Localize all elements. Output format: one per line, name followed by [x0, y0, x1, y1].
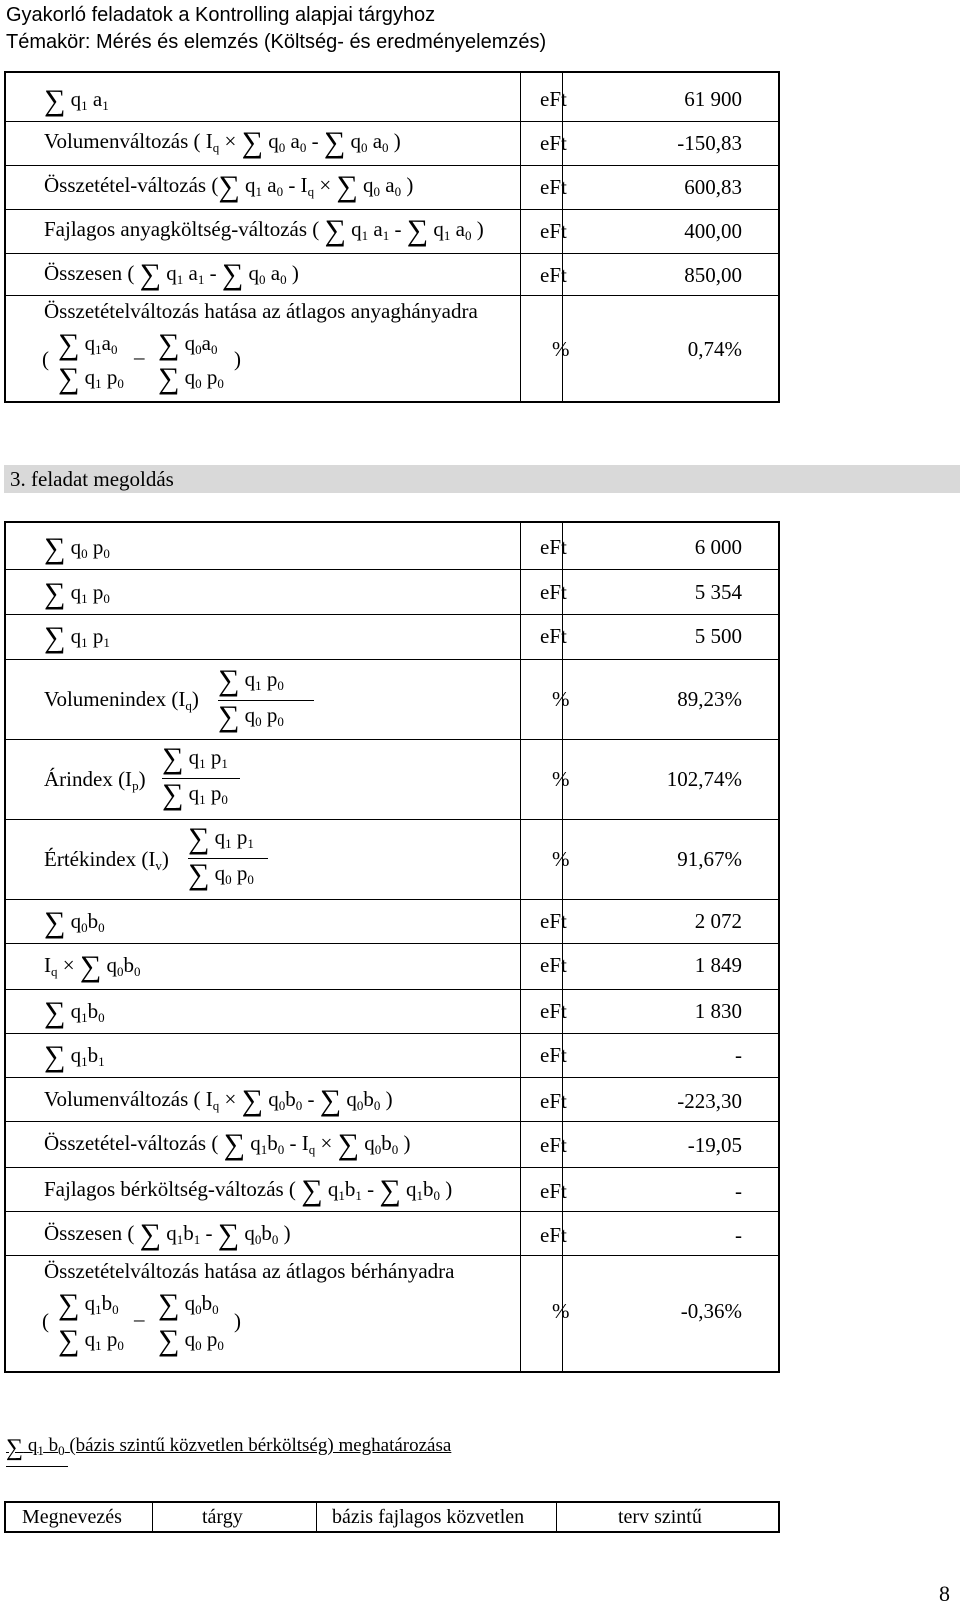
row-label-volumenindex: Volumenindex $(I_q)$ — [44, 687, 199, 713]
value: 5 500 — [694, 624, 742, 648]
fraction-volumenindex: ∑ $q_1$ $p_0$ ∑ $q_0$ $p_0$ — [218, 667, 318, 731]
unit: eFt — [540, 1133, 567, 1157]
unit: eFt — [540, 1043, 567, 1067]
value: 89,23% — [677, 687, 742, 711]
row-label-osszesen: Összesen ( ∑ $q_1$ $a_1$ - ∑ $q_0$ $a_0$ ) — [44, 258, 299, 291]
page-number: 8 — [939, 1581, 950, 1606]
anyag-table — [4, 71, 780, 403]
row-label-arindex: Árindex $(I_p)$ — [44, 767, 146, 793]
ber-table — [4, 521, 780, 1373]
footer-table — [4, 1501, 780, 1533]
value: - — [735, 1223, 742, 1247]
formula-hatas: ( ∑ $q_1b_0$ ∑ $q_1$ $p_0$ – ∑ $q_0b_0$ ∑ $q_0$ $p_0$ ) — [42, 1288, 241, 1357]
section-heading: ∑ $q_1$ $b_0$ (bázis szintű közvetlen bérköltség) meghatározása — [6, 1435, 452, 1461]
unit: eFt — [540, 1089, 567, 1113]
row-label-fajlagos: Fajlagos anyagköltség-változás ( ∑ $q_1$ $a_1$ - ∑ $q_1$ $a_0$ ) — [44, 214, 484, 247]
unit: eFt — [540, 1179, 567, 1203]
value: -0,36% — [680, 1299, 742, 1323]
value: -223,30 — [677, 1089, 742, 1113]
row-label-hatas: Összetételváltozás hatása az átlagos bérhányadra — [44, 1259, 455, 1283]
value: -19,05 — [687, 1133, 742, 1157]
row-label-volumenvaltozas: Volumenváltozás ( $I_q$ × ∑ $q_0$ $a_0$ - ∑ $q_0$ $a_0$ ) — [44, 126, 401, 159]
formula-q1p1: ∑ $q_1$ $p_1$ — [44, 621, 110, 654]
formula-q1a1: ∑ $q_1$ $a_1$ — [44, 84, 109, 117]
value: 0,74% — [687, 337, 742, 361]
formula-hatas: ( ∑ $q_1a_0$ ∑ $q_1$ $p_0$ – ∑ $q_0a_0$ ∑ $q_0$ $p_0$ ) — [42, 328, 241, 395]
unit: eFt — [540, 219, 567, 243]
footer-col-targy: tárgy — [202, 1506, 243, 1528]
value: 5 354 — [694, 580, 742, 604]
unit: eFt — [540, 1223, 567, 1247]
footer-col-megnevezes: Megnevezés — [22, 1506, 122, 1528]
unit: eFt — [540, 263, 567, 287]
unit: eFt — [540, 580, 567, 604]
value: 850,00 — [684, 263, 742, 287]
unit: eFt — [540, 909, 567, 933]
unit: eFt — [540, 535, 567, 559]
document-title: Gyakorló feladatok a Kontrolling alapjai tárgyhoz — [6, 4, 436, 26]
section-title: 3. feladat megoldás — [10, 467, 174, 491]
row-label-osszetetel: Összetétel-változás (∑ $q_1$ $a_0 - I_q$ × ∑ $q_0$ $a_0$ ) — [44, 170, 414, 203]
row-label-osszesen: Összesen ( ∑ $q_1b_1$ - ∑ $q_0b_0$ ) — [44, 1218, 291, 1251]
row-label-osszetetel: Összetétel-változás ( ∑ $q_1b_0 - I_q$ × ∑ $q_0b_0$ ) — [44, 1128, 411, 1161]
value: 1 830 — [694, 999, 742, 1023]
value: 400,00 — [684, 219, 742, 243]
formula-q1p0: ∑ $q_1$ $p_0$ — [44, 577, 110, 610]
unit: eFt — [540, 999, 567, 1023]
unit: % — [552, 687, 570, 711]
value: 102,74% — [666, 767, 742, 791]
unit: % — [552, 337, 570, 361]
formula-iq-q0b0: $I_q$ × ∑ $q_0b_0$ — [44, 950, 141, 983]
formula-q0b0: ∑ $q_0b_0$ — [44, 906, 105, 939]
row-label-volumenvaltozas: Volumenváltozás ( $I_q$ × ∑ $q_0b_0$ - ∑ $q_0b_0$ ) — [44, 1084, 393, 1117]
fraction-arindex: ∑ $q_1$ $p_1$ ∑ $q_1$ $p_0$ — [162, 745, 262, 809]
value: - — [735, 1043, 742, 1067]
row-label-hatas: Összetételváltozás hatása az átlagos anyaghányadra — [44, 299, 478, 323]
value: 600,83 — [684, 175, 742, 199]
unit: % — [552, 767, 570, 791]
unit: eFt — [540, 953, 567, 977]
value: - — [735, 1179, 742, 1203]
row-label-fajlagos: Fajlagos bérköltség-változás ( ∑ $q_1b_1$ - ∑ $q_1b_0$ ) — [44, 1174, 453, 1207]
unit: eFt — [540, 175, 567, 199]
formula-q1b0: ∑ $q_1b_0$ — [44, 996, 105, 1029]
formula-q1b1: ∑ $q_1b_1$ — [44, 1040, 105, 1073]
row-label-ertekindex: Értékindex $(I_v)$ — [44, 847, 169, 873]
unit: % — [552, 1299, 570, 1323]
footer-col-terv: terv szintű — [618, 1506, 702, 1528]
footer-col-bazis: bázis fajlagos közvetlen — [332, 1506, 525, 1528]
value: -150,83 — [677, 131, 742, 155]
value: 91,67% — [677, 847, 742, 871]
section-band — [4, 465, 960, 493]
formula-q0p0: ∑ $q_0$ $p_0$ — [44, 532, 110, 565]
document-subtitle: Témakör: Mérés és elemzés (Költség- és eredményelemzés) — [6, 31, 547, 53]
value: 1 849 — [694, 953, 742, 977]
value: 61 900 — [684, 87, 742, 111]
value: 2 072 — [694, 909, 742, 933]
unit: eFt — [540, 624, 567, 648]
fraction-ertekindex: ∑ $q_1$ $p_1$ ∑ $q_0$ $p_0$ — [188, 825, 288, 889]
unit: eFt — [540, 87, 567, 111]
unit: % — [552, 847, 570, 871]
value: 6 000 — [694, 535, 742, 559]
unit: eFt — [540, 131, 567, 155]
